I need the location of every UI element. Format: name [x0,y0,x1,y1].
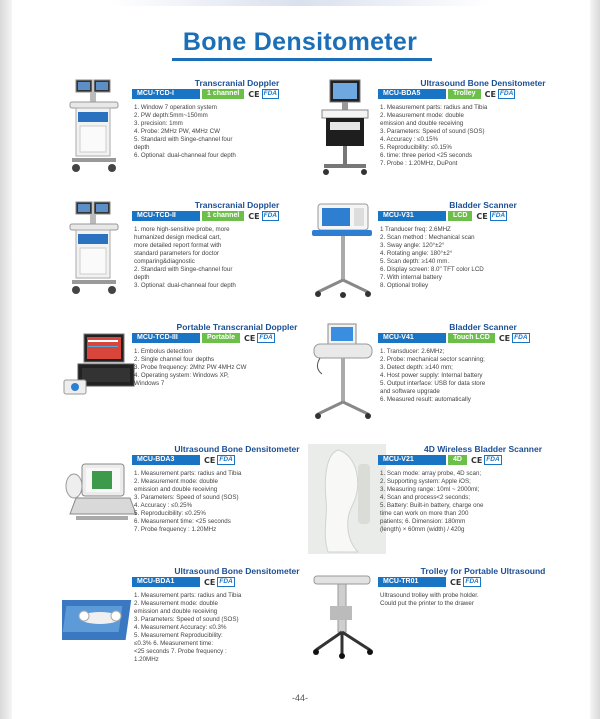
spec-item: 8. Optional trolley [380,282,429,289]
spec-item: (length) × 60mm (width) / 420g [380,526,465,533]
spec-item: ≤0.3% 6. Measurement time: [134,640,214,647]
product-name: Portable Transcranial Doppler [176,322,298,332]
spec-item: 3. Detect depth: ≥140 mm; [380,364,453,371]
spec-item: 4. Scan and process<2 seconds; [380,494,470,501]
spec-item: 1. Embolus detection [134,348,192,355]
spec-item: 3. Sway angle: 120°±2° [380,242,445,249]
spec-item: 1. Measurement parts: radius and Tibia [134,592,242,599]
fda-mark: FDA [486,456,500,463]
ce-mark: CE [204,455,216,465]
spec-item: 2. Probe: mechanical sector scanning; [380,356,485,363]
spec-item: 6. Optional: dual-channeal four depth [134,152,236,159]
ce-mark: CE [476,211,488,221]
model-code: MCU-TR01 [378,577,446,587]
model-bar [132,89,279,99]
model-code: MCU-TCD-II [132,211,200,221]
spec-item: 1. Measurement parts: radius and Tibia [134,470,242,477]
model-bar [378,89,515,99]
model-tag: 1 channel [202,89,244,99]
spec-item: 4. Measurement Accuracy: ≤0.3% [134,624,227,631]
spec-item: 3. Parameters: Speed of sound (SOS) [134,494,239,501]
model-bar [378,211,507,221]
spec-list [380,348,585,404]
spec-item: 3. Parameters: Speed of sound (SOS) [380,128,485,135]
spec-item: 7. With internal battery [380,274,442,281]
spec-item: 3. precision: 1mm [134,120,183,127]
spec-item: 2. Scan method : Mechanical scan [380,234,475,241]
spec-item: 6. time: three period <25 seconds [380,152,473,159]
spec-item: 5. Measurement Reproducibility: [134,632,223,639]
ce-mark: CE [244,333,256,343]
model-code: MCU-TCD-III [132,333,200,343]
model-code: MCU-V41 [378,333,446,343]
spec-item: 1. Window 7 operation system [134,104,217,111]
spec-item: 3. Probe frequency: 2Mhz PW 4MHz CW [134,364,247,371]
product-name: 4D Wireless Bladder Scanner [423,444,543,454]
spec-item: humanized design medical cart, [134,234,222,241]
model-bar [132,333,275,343]
spec-item: emission and double receiving [134,486,218,493]
product-name: Trolley for Portable Ultrasound [420,566,546,576]
spec-list [380,470,585,534]
model-tag: 1 channel [202,211,244,221]
product-name: Ultrasound Bone Densitometer [174,444,300,454]
spec-item: 1. Scan mode: array probe, 4D scan; [380,470,482,477]
bladder-scanner-touch-icon [308,322,386,422]
spec-item: 4. Accuracy : ≤0.25% [134,502,193,509]
model-tag: Trolley [448,89,481,99]
fda-mark: FDA [263,212,277,219]
model-code: MCU-BDA1 [132,577,200,587]
spec-item: 4. Rotating angle: 180°±2° [380,250,453,257]
model-code: MCU-V31 [378,211,446,221]
spec-item: 3. Parameters: Speed of sound (SOS) [134,616,239,623]
model-code: MCU-BDA5 [378,89,446,99]
bone-densitometer-trolley-icon [308,78,386,178]
spec-list [380,226,585,290]
spec-item: more detailed report format with [134,242,222,249]
spec-item: <25 seconds 7. Probe frequency : [134,648,227,655]
spec-item: 4. Operating system: Windows XP, [134,372,229,379]
product-name: Transcranial Doppler [194,200,280,210]
ce-mark: CE [204,577,216,587]
header-blur [110,0,490,6]
spec-item: 2. PW depth:5mm~150mm [134,112,208,119]
spec-item: 1. Measurement parts: radius and Tibia [380,104,488,111]
ce-mark: CE [450,577,462,587]
spec-item: 4. Host power supply: Internal battery [380,372,483,379]
spec-item: 7. Probe : 1.20MHz, DuPont [380,160,458,167]
model-bar [378,455,502,465]
spec-item: 2. Measurement mode: double [380,112,464,119]
spec-item: 3. Optional: dual-channeal four depth [134,282,236,289]
fda-mark: FDA [219,578,233,585]
spec-item: comparing&diagnostic [134,258,195,265]
spec-item: depth [134,144,150,151]
doppler-cart-icon [62,78,140,178]
spec-item: 1 Tranducer freq: 2.6MHZ [380,226,451,233]
model-code: MCU-TCD-I [132,89,200,99]
product-name: Transcranial Doppler [194,78,280,88]
ce-mark: CE [498,333,511,343]
spec-item: 5. Reproducibility: ≤0.15% [380,144,452,151]
model-bar [132,211,279,221]
model-bar [378,333,530,343]
spec-item: 5. Output interface: USB for data store [380,380,486,387]
spec-item: 6. Measured result: automatically [380,396,471,403]
fda-mark: FDA [491,212,506,219]
spec-item: 4. Probe: 2MHz PW, 4MHz CW [134,128,220,135]
spec-item: emission and double receiving [380,120,464,127]
spec-item: 1. Transducer: 2.6MHz; [380,348,445,355]
spec-item: 2. Measurement mode: double [134,600,218,607]
model-bar [132,577,235,587]
ce-mark: CE [248,211,260,221]
spec-item: 2. Single channel four depths [134,356,215,363]
portable-doppler-case-icon [62,322,140,422]
spec-item: standard parameters for doctor [134,250,219,257]
spec-item: 6. Measurement time: <25 seconds [134,518,231,525]
spec-item: 2. Supporting system: Apple iOS; [380,478,471,485]
model-tag: Portable [202,333,240,343]
model-code: MCU-V21 [378,455,446,465]
fda-mark: FDA [465,578,479,585]
spec-item: Could put the printer to the drawer [380,600,474,607]
doppler-cart-icon [62,200,140,300]
product-name: Ultrasound Bone Densitometer [420,78,546,88]
title-underline [172,58,432,61]
spec-item: 7. Probe frequency : 1.20MHz [134,526,217,533]
spec-item: Ultrasound trolley with probe holder. [380,592,479,599]
bone-densitometer-handheld-icon [62,566,140,666]
ce-mark: CE [484,89,496,99]
page-edge-left [0,0,12,719]
model-tag: 4D [448,455,467,465]
page-edge-right [590,0,600,719]
product-name: Ultrasound Bone Densitometer [174,566,300,576]
spec-item: 5. Scan depth: ≥140 mm. [380,258,450,265]
fda-mark: FDA [219,456,233,463]
spec-item: 5. Battery: Built-in battery, charge one [380,502,484,509]
spec-item: 1. more high-sensitive probe, more [134,226,230,233]
spec-item: 1.20MHz [134,656,159,663]
bone-densitometer-laptop-icon [62,444,140,544]
spec-item: 2. Standard with Singe-channel four [134,266,233,273]
spec-list [380,592,585,608]
spec-item: patients; 6. Dimension: 180mm [380,518,466,525]
page-number: -44- [291,693,308,703]
spec-item: depth [134,274,150,281]
spec-item: Windows 7 [134,380,165,387]
page-title: Bone Densitometer [182,28,418,56]
spec-item: 5. Standard with Singe-channel four [134,136,233,143]
spec-item: 4. Accuracy : ≤0.15% [380,136,439,143]
spec-list [380,104,585,168]
model-tag: Touch LCD [448,333,495,343]
spec-item: time can work on more than 200 [380,510,469,517]
spec-item: emission and double receiving [134,608,218,615]
spec-item: 6. Display screen: 8.0" TFT color LCD [380,266,484,273]
model-bar [132,455,235,465]
spec-item: and software upgrade [380,388,440,395]
product-name: Bladder Scanner [449,200,517,210]
spec-item: 3. Measuring range: 10ml ~ 2000ml; [380,486,480,493]
spec-item: 5. Reproducibility: ≤0.25% [134,510,206,517]
ce-mark: CE [248,89,260,99]
fda-mark: FDA [263,90,277,97]
bladder-scanner-stand-icon [308,200,386,300]
fda-mark: FDA [499,90,514,97]
wireless-bladder-scanner-icon [308,444,386,544]
ultrasound-trolley-icon [308,566,386,666]
model-code: MCU-BDA3 [132,455,200,465]
product-name: Bladder Scanner [449,322,517,332]
ce-mark: CE [470,455,483,465]
model-tag: LCD [448,211,472,221]
fda-mark: FDA [514,334,528,341]
model-bar [378,577,481,587]
fda-mark: FDA [259,334,273,341]
spec-item: 2. Measurement mode: double [134,478,218,485]
